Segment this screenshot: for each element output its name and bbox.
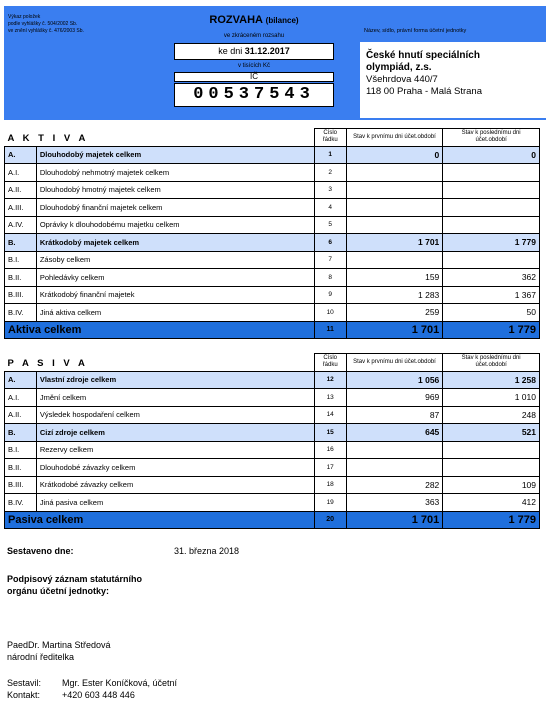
row-number: 7 <box>314 251 346 269</box>
table-row <box>5 476 540 494</box>
ico-label-box <box>174 72 334 82</box>
row-label: Rezervy celkem <box>36 441 314 459</box>
table-row <box>5 199 540 217</box>
legal-line: podle vyhlášky č. 504/2002 Sb. <box>8 21 78 27</box>
row-number: 5 <box>314 216 346 234</box>
assets-header-row <box>5 129 540 147</box>
row-code: B. <box>5 424 37 442</box>
row-label: Krátkodobý finanční majetek <box>36 286 314 304</box>
table-row <box>5 146 540 164</box>
table-row <box>5 181 540 199</box>
value-last: 109 <box>443 476 540 494</box>
entity-label: Název, sídlo, právní forma účetní jednotky <box>364 28 467 34</box>
value-last <box>443 251 540 269</box>
row-code: B.I. <box>5 441 37 459</box>
row-code: B.II. <box>5 459 37 477</box>
row-code: A.IV. <box>5 216 37 234</box>
signer-name: PaedDr. Martina Středová <box>7 640 111 650</box>
col-row-number: Číslo řádku <box>314 129 346 147</box>
table-row <box>5 234 540 252</box>
row-number: 17 <box>314 459 346 477</box>
value-first: 0 <box>346 146 443 164</box>
row-number: 14 <box>314 406 346 424</box>
value-first: 1 701 <box>346 511 443 529</box>
entity-name: olympiád, z.s. <box>366 62 432 73</box>
value-first <box>346 199 443 217</box>
legal-basis <box>8 14 84 35</box>
row-number: 9 <box>314 286 346 304</box>
row-label: Krátkodobý majetek celkem <box>36 234 314 252</box>
row-number: 1 <box>314 146 346 164</box>
row-number: 19 <box>314 494 346 512</box>
value-first: 969 <box>346 389 443 407</box>
value-last: 521 <box>443 424 540 442</box>
row-code: B. <box>5 234 37 252</box>
value-last <box>443 216 540 234</box>
entity-street: Všehrdova 440/7 <box>366 74 438 85</box>
liabilities-table <box>4 353 540 529</box>
assets-table <box>4 128 540 339</box>
value-first: 282 <box>346 476 443 494</box>
value-last: 50 <box>443 304 540 322</box>
row-number: 10 <box>314 304 346 322</box>
ico-label: IČ <box>250 72 258 81</box>
table-row <box>5 424 540 442</box>
row-code: A.III. <box>5 199 37 217</box>
row-code: B.III. <box>5 286 37 304</box>
value-first <box>346 441 443 459</box>
liabilities-header-row <box>5 354 540 372</box>
table-row <box>5 286 540 304</box>
signer-title: národní ředitelka <box>7 652 75 662</box>
row-number: 13 <box>314 389 346 407</box>
row-label: Jiná aktiva celkem <box>36 304 314 322</box>
report-subtitle: ve zkráceném rozsahu <box>223 33 285 39</box>
unit-label: v tisících Kč <box>237 63 270 69</box>
row-number: 2 <box>314 164 346 182</box>
value-last <box>443 441 540 459</box>
report-title <box>174 14 334 26</box>
legal-line: ve znění vyhlášky č. 476/2003 Sb. <box>8 28 84 34</box>
value-last: 248 <box>443 406 540 424</box>
col-first-day: Stav k prvnímu dni účet.období <box>346 354 443 372</box>
row-number: 12 <box>314 371 346 389</box>
row-code: B.IV. <box>5 494 37 512</box>
row-label: Dlouhodobé závazky celkem <box>36 459 314 477</box>
row-number: 20 <box>314 511 346 529</box>
table-row <box>5 216 540 234</box>
row-code: B.I. <box>5 251 37 269</box>
value-last: 1 779 <box>443 321 540 339</box>
value-first: 1 056 <box>346 371 443 389</box>
compiled-by-label: Sestavil: <box>7 678 42 688</box>
col-last-day: Stav k poslednímu dni účet.období <box>443 354 540 372</box>
date-prefix: ke dni <box>218 46 243 56</box>
row-number: 15 <box>314 424 346 442</box>
row-label: Krátkodobé závazky celkem <box>36 476 314 494</box>
legal-line: Výkaz položek <box>8 14 41 20</box>
report-header <box>4 6 546 120</box>
row-label: Jiná pasiva celkem <box>36 494 314 512</box>
value-last: 1 367 <box>443 286 540 304</box>
col-last-day: Stav k poslednímu dni účet.období <box>443 129 540 147</box>
row-label: Dlouhodobý hmotný majetek celkem <box>36 181 314 199</box>
liabilities-heading: P A S I V A <box>7 357 88 369</box>
signature-label: orgánu účetní jednotky: <box>7 586 110 596</box>
value-last <box>443 181 540 199</box>
row-label: Vlastní zdroje celkem <box>36 371 314 389</box>
row-label: Cizí zdroje celkem <box>36 424 314 442</box>
table-row <box>5 164 540 182</box>
col-first-day: Stav k prvnímu dni účet.období <box>346 129 443 147</box>
row-label: Jmění celkem <box>36 389 314 407</box>
row-label: Zásoby celkem <box>36 251 314 269</box>
table-row <box>5 406 540 424</box>
row-number: 6 <box>314 234 346 252</box>
row-code: A.I. <box>5 389 37 407</box>
table-row <box>5 494 540 512</box>
title-text: ROZVAHA <box>209 14 263 26</box>
table-row <box>5 371 540 389</box>
row-label: Dlouhodobý nehmotný majetek celkem <box>36 164 314 182</box>
row-number: 3 <box>314 181 346 199</box>
table-row <box>5 269 540 287</box>
row-number: 18 <box>314 476 346 494</box>
value-last <box>443 164 540 182</box>
row-code: B.III. <box>5 476 37 494</box>
table-row <box>5 251 540 269</box>
row-code: B.II. <box>5 269 37 287</box>
row-code: A. <box>5 146 37 164</box>
value-last: 0 <box>443 146 540 164</box>
table-row <box>5 459 540 477</box>
value-last: 1 010 <box>443 389 540 407</box>
compiled-label: Sestaveno dne: <box>7 546 74 556</box>
value-first <box>346 181 443 199</box>
value-first: 1 701 <box>346 321 443 339</box>
table-row <box>5 441 540 459</box>
row-code: B.IV. <box>5 304 37 322</box>
contact-label: Kontakt: <box>7 690 41 700</box>
value-first: 1 283 <box>346 286 443 304</box>
row-number: 8 <box>314 269 346 287</box>
row-number: 11 <box>314 321 346 339</box>
value-first: 645 <box>346 424 443 442</box>
title-suffix: (bilance) <box>265 16 299 25</box>
row-label: Dlouhodobý majetek celkem <box>36 146 314 164</box>
row-label: Oprávky k dlouhodobému majetku celkem <box>36 216 314 234</box>
entity-name: České hnutí speciálních <box>366 50 480 61</box>
row-code: A. <box>5 371 37 389</box>
value-first: 87 <box>346 406 443 424</box>
contact-phone: +420 603 448 446 <box>62 690 135 700</box>
assets-heading: A K T I V A <box>7 132 89 144</box>
total-label: Pasiva celkem <box>5 511 315 529</box>
value-first: 363 <box>346 494 443 512</box>
row-number: 4 <box>314 199 346 217</box>
row-code: A.II. <box>5 181 37 199</box>
value-first: 1 701 <box>346 234 443 252</box>
report-date: 31.12.2017 <box>244 46 290 56</box>
row-code: A.II. <box>5 406 37 424</box>
assets-total-row <box>5 321 540 339</box>
value-last: 1 258 <box>443 371 540 389</box>
ico-value: 00537543 <box>174 83 334 107</box>
total-label: Aktiva celkem <box>5 321 315 339</box>
table-row <box>5 389 540 407</box>
value-first: 259 <box>346 304 443 322</box>
value-first <box>346 251 443 269</box>
value-first <box>346 459 443 477</box>
entity-city: 118 00 Praha - Malá Strana <box>366 86 483 97</box>
row-label: Dlouhodobý finanční majetek celkem <box>36 199 314 217</box>
value-last: 362 <box>443 269 540 287</box>
liabilities-total-row <box>5 511 540 529</box>
value-first <box>346 216 443 234</box>
value-first: 159 <box>346 269 443 287</box>
row-label: Výsledek hospodaření celkem <box>36 406 314 424</box>
date-box <box>174 43 334 60</box>
value-first <box>346 164 443 182</box>
entity-box <box>360 42 546 118</box>
value-last <box>443 199 540 217</box>
table-row <box>5 304 540 322</box>
compiled-by: Mgr. Ester Koníčková, účetní <box>62 678 178 688</box>
compiled-date: 31. března 2018 <box>174 546 240 556</box>
row-label: Pohledávky celkem <box>36 269 314 287</box>
value-last: 1 779 <box>443 234 540 252</box>
signature-label: Podpisový záznam statutárního <box>7 574 143 584</box>
row-code: A.I. <box>5 164 37 182</box>
row-number: 16 <box>314 441 346 459</box>
value-last <box>443 459 540 477</box>
value-last: 1 779 <box>443 511 540 529</box>
col-row-number: Číslo řádku <box>314 354 346 372</box>
value-last: 412 <box>443 494 540 512</box>
